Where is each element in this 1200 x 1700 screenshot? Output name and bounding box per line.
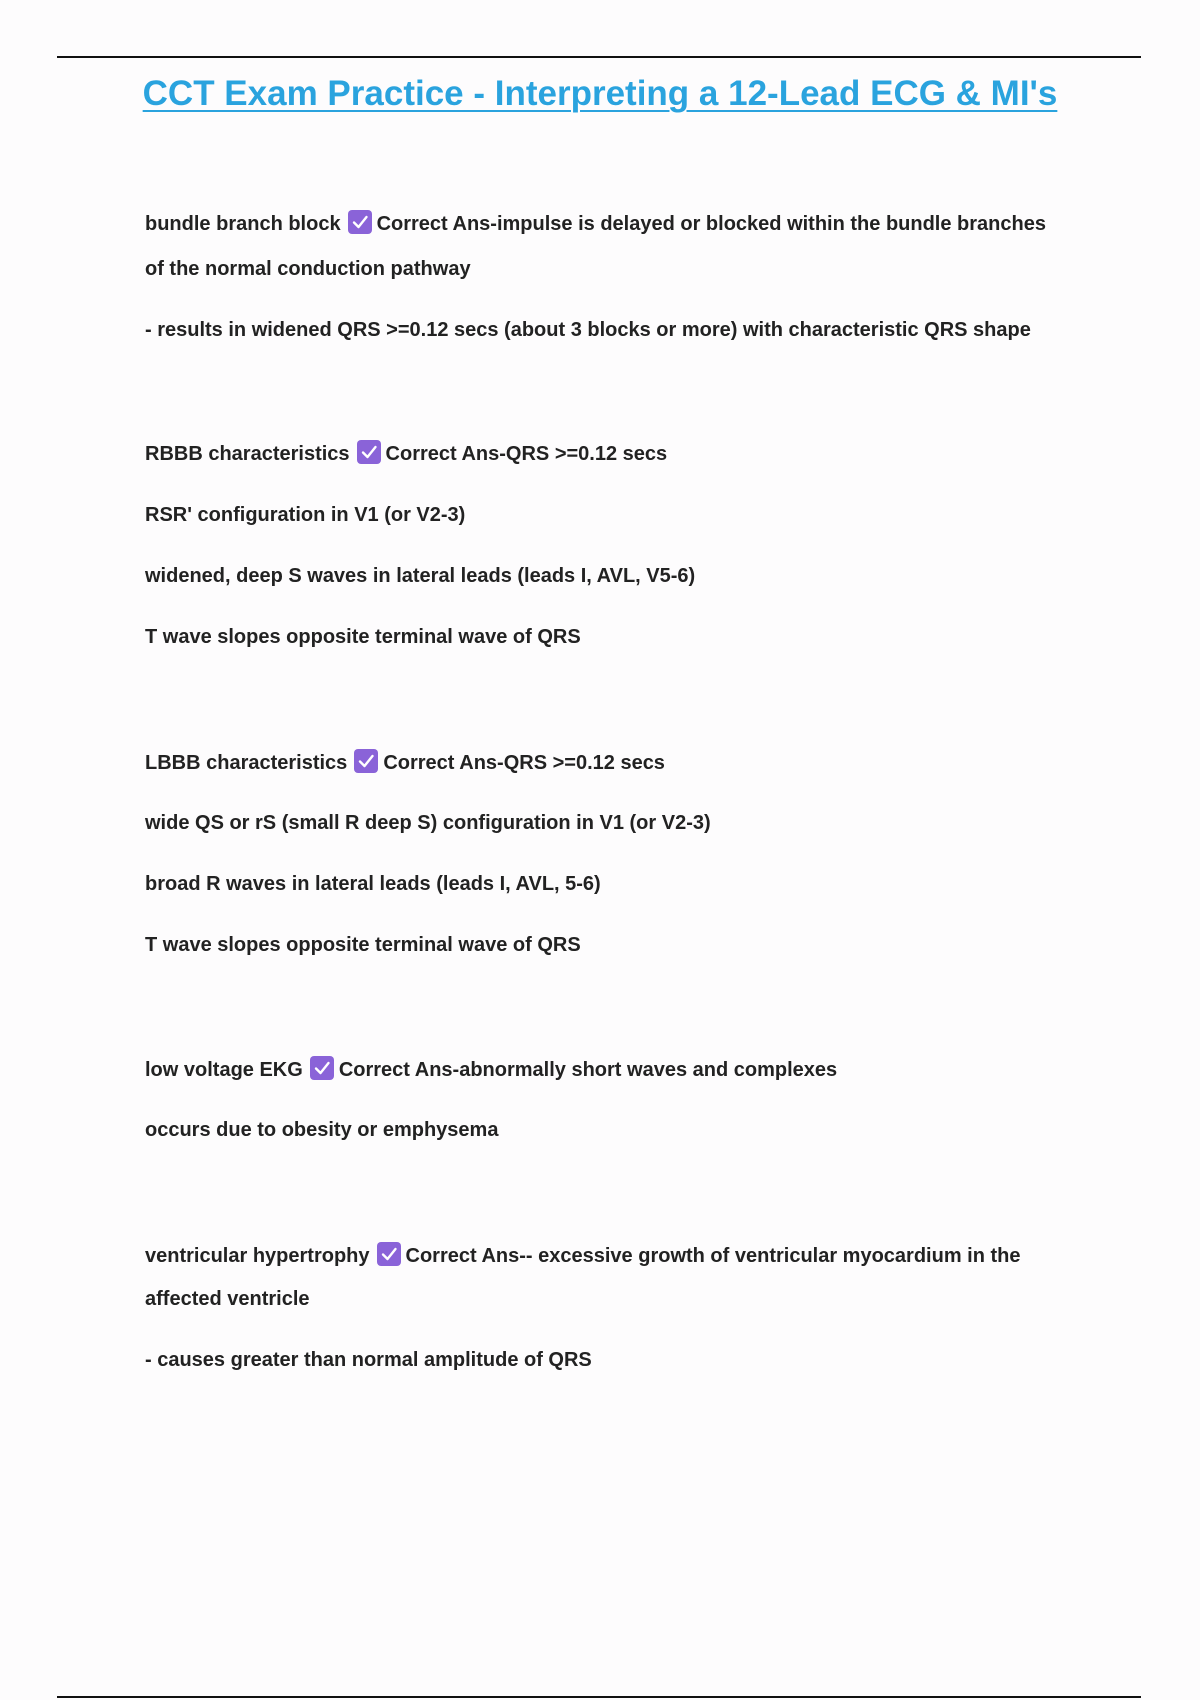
entry-term: bundle branch block (145, 213, 341, 235)
entry-answer: Correct Ans-- excessive growth of ventricular myocardium in the (405, 1245, 1021, 1267)
checkbox-checked-icon (354, 749, 378, 773)
entry-question (145, 749, 1105, 776)
bottom-rule (57, 1696, 1141, 1698)
entry-line: affected ventricle (145, 1288, 310, 1310)
entry-line: - causes greater than normal amplitude of QRS (145, 1349, 592, 1371)
entry-answer: Correct Ans-QRS >=0.12 secs (385, 443, 668, 465)
entry-term: ventricular hypertrophy (145, 1245, 370, 1267)
entry-term: RBBB characteristics (145, 443, 350, 465)
entry-line: broad R waves in lateral leads (leads I, AVL, 5-6) (145, 873, 601, 895)
entry-line: - results in widened QRS >=0.12 secs (about 3 blocks or more) with characteristic QRS shape (145, 319, 1031, 341)
entry-line: RSR' configuration in V1 (or V2-3) (145, 504, 466, 526)
entry-question (145, 210, 1105, 237)
checkbox-checked-icon (310, 1056, 334, 1080)
entry-line: of the normal conduction pathway (145, 258, 471, 280)
entry-question (145, 1242, 1105, 1269)
entry-term: low voltage EKG (145, 1059, 303, 1081)
entry-line: wide QS or rS (small R deep S) configuration in V1 (or V2-3) (145, 812, 711, 834)
entry-line: T wave slopes opposite terminal wave of QRS (145, 626, 581, 648)
checkbox-checked-icon (348, 210, 372, 234)
entry-answer: Correct Ans-QRS >=0.12 secs (383, 752, 665, 774)
checkbox-checked-icon (377, 1242, 401, 1266)
entry-answer: Correct Ans-impulse is delayed or blocked within the bundle branches (376, 213, 1046, 235)
entry-line: T wave slopes opposite terminal wave of QRS (145, 934, 581, 956)
checkbox-checked-icon (357, 440, 381, 464)
entry-answer: Correct Ans-abnormally short waves and complexes (338, 1059, 838, 1081)
entry-question (145, 440, 1105, 467)
page-title-text: CCT Exam Practice - Interpreting a 12-Lead ECG & MI's (142, 74, 1058, 113)
entry-line: occurs due to obesity or emphysema (145, 1119, 499, 1141)
page-title (0, 74, 1200, 114)
top-rule (57, 56, 1141, 58)
entry-line: widened, deep S waves in lateral leads (leads I, AVL, V5-6) (145, 565, 696, 587)
entry-term: LBBB characteristics (145, 752, 348, 774)
entry-question (145, 1056, 1105, 1083)
